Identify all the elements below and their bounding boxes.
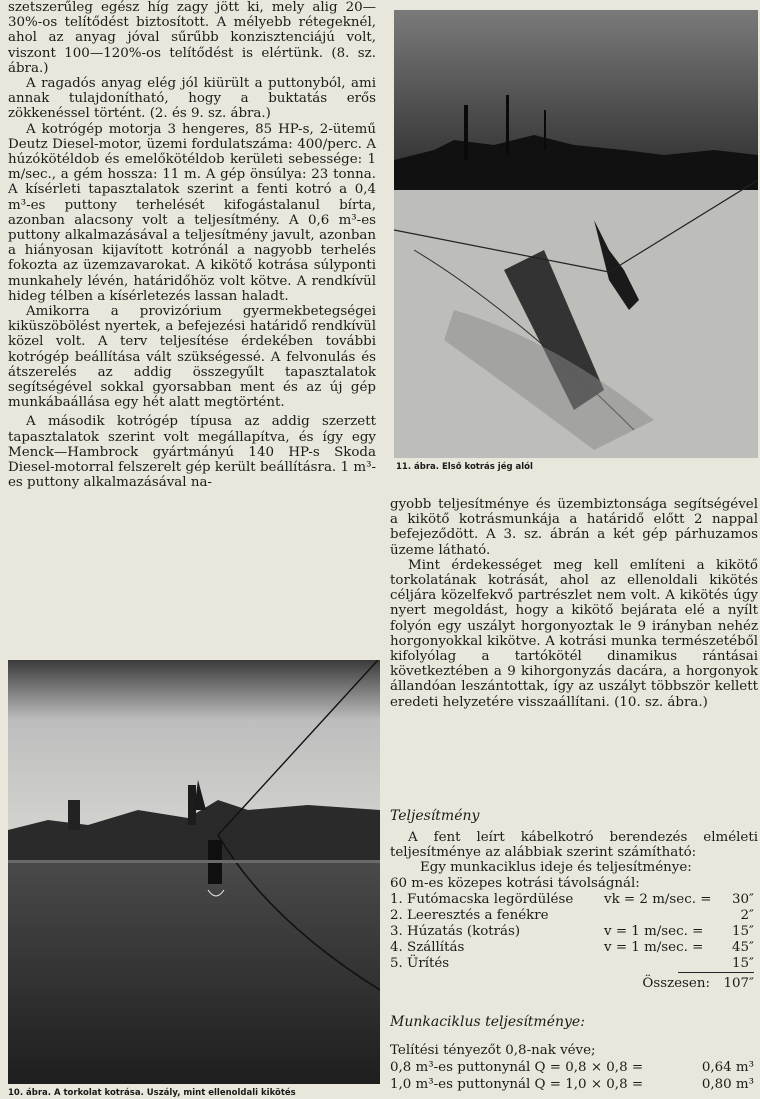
left-column-text — [8, 0, 376, 491]
capacity-label: 0,8 m³-es puttonynál Q = 0,8 × 0,8 = — [390, 1060, 644, 1075]
figure-10-caption: 10. ábra. A torkolat kotrása. Uszály, mint ellenoldali kikötés — [8, 1088, 296, 1098]
fill-line: Telítési tényezőt 0,8-nak véve; — [390, 1043, 596, 1058]
step-label: 4. Szállítás — [390, 940, 465, 955]
paragraph: A fent leírt kábelkotró berendezés elméleti teljesítménye az alábbiak szerint számítható: — [390, 830, 758, 861]
step-time: 45″ — [731, 940, 754, 955]
step-formula: vk = 2 m/sec. = — [604, 892, 712, 907]
table-row — [390, 1077, 758, 1093]
total-label: Összesen: — [642, 976, 710, 991]
figure-11-caption: 11. ábra. Első kotrás jég alól — [396, 462, 533, 472]
capacity-label: 1,0 m³-es puttonynál Q = 1,0 × 0,8 = — [390, 1077, 644, 1092]
paragraph: Amikorra a provizórium gyermekbetegségei kiküszöbölést nyertek, a befejezési határidő rendkívül közel volt. A terv teljesítése érdekében további kotrógép beállítása vált szükségessé. A felvonulás és átszerelés az addig összegyűlt tapasztalatok segítségével sokkal gyorsabban ment és az új gép munkábaállása egy hét alatt megtörtént. — [8, 304, 376, 411]
subsection-title: Munkaciklus teljesítménye: — [390, 1014, 585, 1030]
figure-11-photo — [394, 10, 758, 458]
table-row — [390, 908, 758, 924]
capacity-table — [390, 1060, 758, 1096]
table-row — [390, 892, 758, 908]
paragraph: A kotrógép motorja 3 hengeres, 85 HP-s, 2-ütemű Deutz Diesel-motor, üzemi fordulatszáma: 400/perc. A húzókötéldob és emelőkötéldob kerületi sebessége: 1 m/sec., a gém hossza: 11 m. A gép önsúlya: 23 tonna. A kísérleti tapasztalatok szerint a fenti kotró a 0,4 m³-es puttony terhelését kifogástalanul bírta, azonban alacsony volt a teljesítmény. A 0,6 m³-es puttony alkalmazásával a teljesítmény javult, azonban a hiányosan kijavított kotrónál a nagyobb terhelés fokozta az üzemzavarokat. A kikötő kotrása súlyponti munkahely lévén, határidőhöz volt kötve. A rendkívül hideg télben a kísérletezés lassan haladt. — [8, 121, 376, 304]
step-formula: v = 1 m/sec. = — [604, 924, 704, 939]
paragraph: A ragadós anyag elég jól kiürült a puttonyból, ami annak tulajdonítható, hogy a buktatás erős zökkenéssel történt. (2. és 9. sz. ábra.) — [8, 76, 376, 122]
sum-rule — [678, 972, 754, 973]
cycle-intro: Egy munkaciklus ideje és teljesítménye: — [420, 860, 692, 876]
section-title: Teljesítmény — [390, 808, 480, 824]
table-row — [390, 1060, 758, 1076]
table-row — [390, 940, 758, 956]
table-row-total — [390, 976, 758, 992]
paragraph: gyobb teljesítménye és üzembiztonsága segítségével a kikötő kotrásmunkája a határidő előtt 2 nappal befejeződött. A 3. sz. ábrán a két gép párhuzamos üzeme látható. — [390, 497, 758, 558]
right-column-text — [390, 497, 758, 710]
step-time: 15″ — [731, 924, 754, 939]
capacity-value: 0,64 m³ — [701, 1060, 754, 1075]
step-time: 2″ — [740, 908, 754, 923]
theory-text — [390, 830, 758, 891]
total-value: 107″ — [723, 976, 754, 991]
table-row — [390, 924, 758, 940]
paragraph: Mint érdekességet meg kell említeni a kikötő torkolatának kotrását, ahol az ellenoldali kikötés céljára közelfekvő partrészlet nem volt. A kikötés úgy nyert megoldást, hogy a kikötő bejárata elé a nyílt folyón egy uszályt horgonyoztak le 9 irányban nehéz horgonyokkal kikötve. A kotrási munka természetéből kifolyólag a tartókötél dinamikus rántásai következtében a 9 kihorgonyzás dacára, a horgonyok állandóan leszántottak, így az uszályt többször kellett eredeti helyzetére visszaállítani. (10. sz. ábra.) — [390, 557, 758, 710]
figure-10-photo — [8, 660, 380, 1084]
cycle-intro: 60 m-es közepes kotrási távolságnál: — [390, 875, 640, 891]
cycle-table — [390, 892, 758, 992]
capacity-section — [390, 1043, 758, 1058]
step-time: 15″ — [731, 956, 754, 971]
step-formula: v = 1 m/sec. = — [604, 940, 704, 955]
step-label: 3. Húzatás (kotrás) — [390, 924, 521, 939]
paragraph: szetszerűleg egész híg zagy jött ki, mely alig 20—30%-os telítődést biztosított. A mélyebb rétegeknél, ahol az anyag jóval sűrűbb konzisztenciájú volt, viszont 100—120%-os telítődést is elértünk. (8. sz. ábra.) — [8, 0, 376, 76]
table-row — [390, 956, 758, 972]
step-time: 30″ — [731, 892, 754, 907]
paragraph: A második kotrógép típusa az addig szerzett tapasztalatok szerint volt megállapítva, és így egy Menck—Hambrock gyártmányú 140 HP-s Skoda Diesel-motorral felszerelt gép került beállításra. 1 m³-es puttony alkalmazásával na- — [8, 414, 376, 491]
step-label: 1. Futómacska legördülése — [390, 892, 574, 907]
capacity-value: 0,80 m³ — [701, 1077, 754, 1092]
step-label: 2. Leeresztés a fenékre — [390, 908, 549, 923]
step-label: 5. Ürítés — [390, 956, 450, 971]
